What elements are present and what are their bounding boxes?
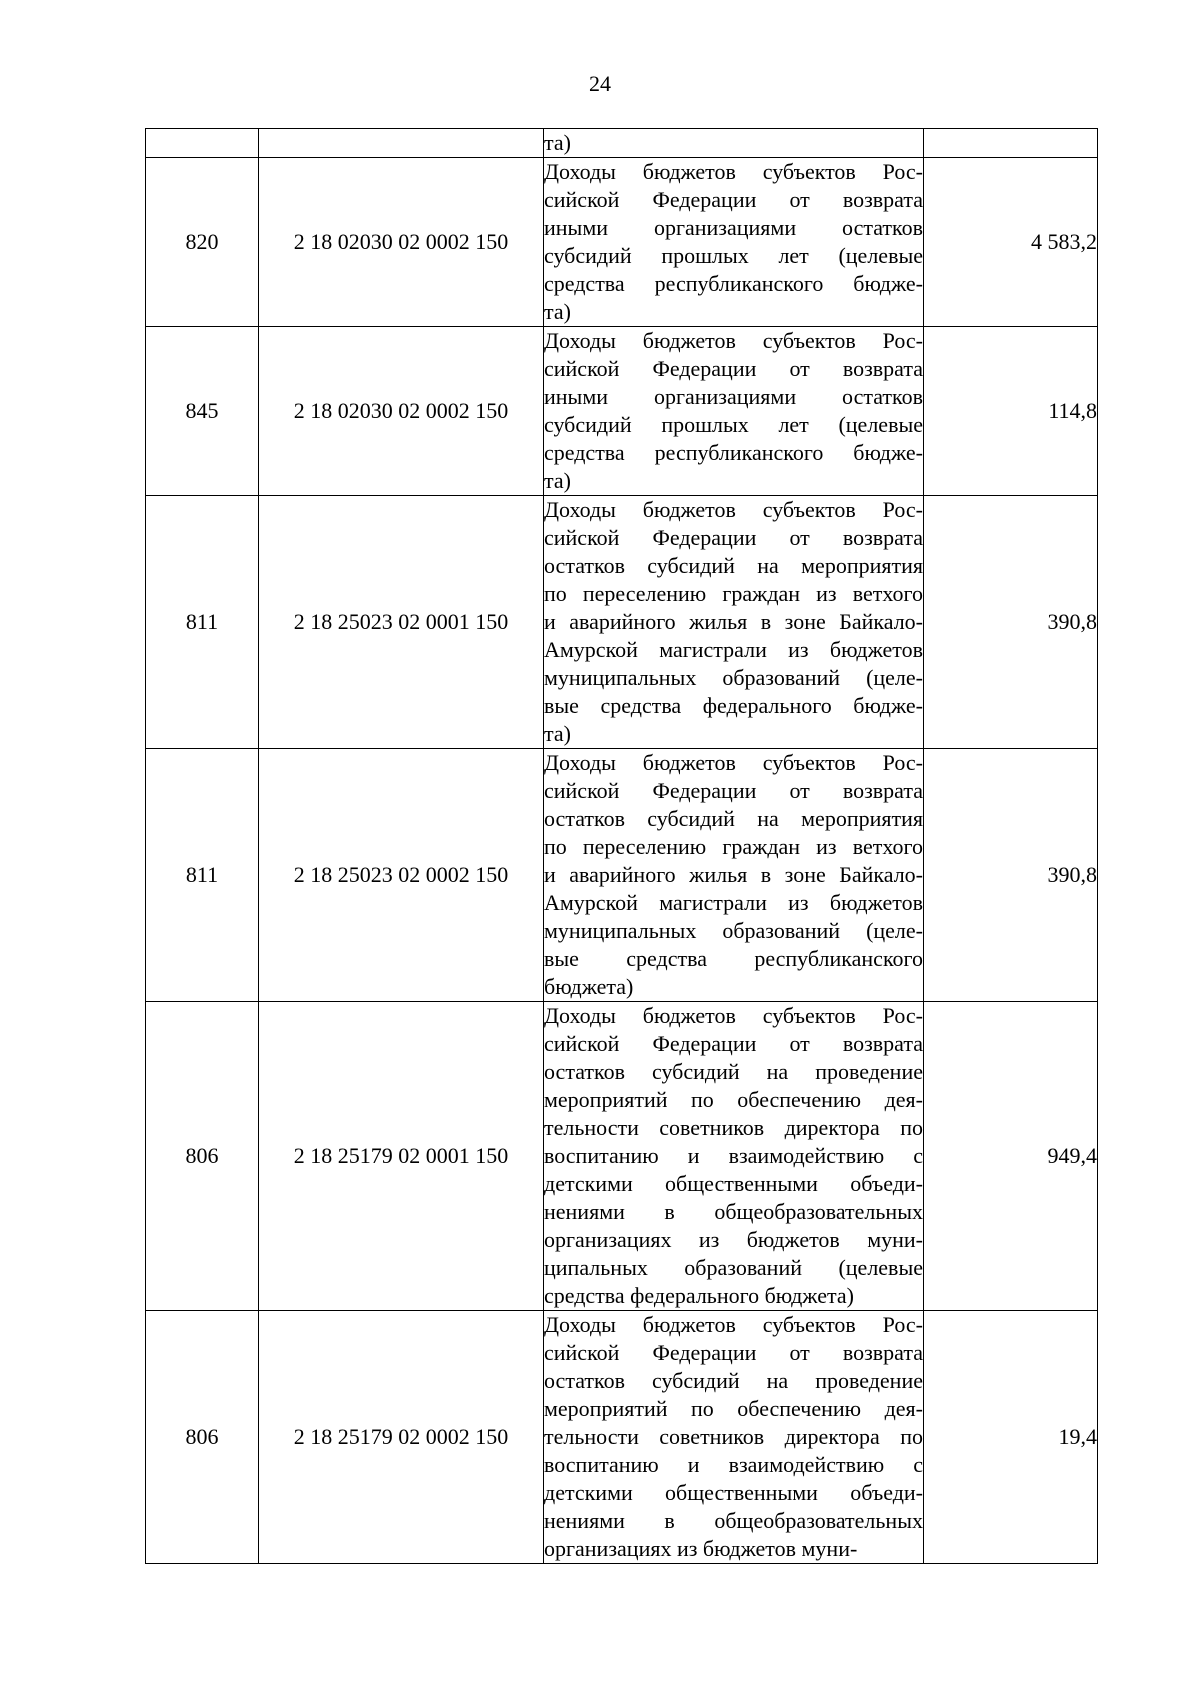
description-line: ципальных образований (целевые <box>544 1255 923 1280</box>
description-line: детскими общественными объеди- <box>544 1171 923 1196</box>
table-row <box>146 1311 1098 1564</box>
description-line: организациях из бюджетов муни- <box>544 1227 923 1252</box>
description-line: тельности советников директора по <box>544 1424 923 1449</box>
description-line: воспитанию и взаимодействию с <box>544 1452 923 1477</box>
description-line: Доходы бюджетов субъектов Рос- <box>544 1003 923 1028</box>
description-line: сийской Федерации от возврата <box>544 1340 923 1365</box>
description-line: нениями в общеобразовательных <box>544 1199 923 1224</box>
revenue-description-cell <box>544 129 924 158</box>
description-line: остатков субсидий на мероприятия <box>544 553 923 578</box>
description-line: Доходы бюджетов субъектов Рос- <box>544 750 923 775</box>
budget-classification-code-cell: 2 18 02030 02 0002 150 <box>259 158 544 327</box>
description-line: мероприятий по обеспечению дея- <box>544 1396 923 1421</box>
budget-classification-code-cell: 2 18 25179 02 0001 150 <box>259 1002 544 1311</box>
description-line: сийской Федерации от возврата <box>544 1031 923 1056</box>
description-line: и аварийного жилья в зоне Байкало- <box>544 609 923 634</box>
description-line: иными организациями остатков <box>544 215 923 240</box>
description-line: остатков субсидий на проведение <box>544 1059 923 1084</box>
budget-classification-code-cell: 2 18 25023 02 0001 150 <box>259 496 544 749</box>
description-line: субсидий прошлых лет (целевые <box>544 412 923 437</box>
description-line: иными организациями остатков <box>544 384 923 409</box>
description-line: средства республиканского бюдже- <box>544 440 923 465</box>
amount-cell: 390,8 <box>924 496 1098 749</box>
amount-cell: 114,8 <box>924 327 1098 496</box>
table-body <box>146 129 1098 1564</box>
description-line: тельности советников директора по <box>544 1115 923 1140</box>
budget-classification-code-cell: 2 18 25179 02 0002 150 <box>259 1311 544 1564</box>
revenue-description-cell <box>544 1311 924 1564</box>
description-line: сийской Федерации от возврата <box>544 525 923 550</box>
revenue-description-cell <box>544 327 924 496</box>
description-line: нениями в общеобразовательных <box>544 1508 923 1533</box>
description-line: та) <box>544 130 571 155</box>
amount-cell: 4 583,2 <box>924 158 1098 327</box>
description-line: Доходы бюджетов субъектов Рос- <box>544 497 923 522</box>
amount-cell <box>924 129 1098 158</box>
amount-cell: 949,4 <box>924 1002 1098 1311</box>
description-line: сийской Федерации от возврата <box>544 187 923 212</box>
page-number: 24 <box>589 71 611 96</box>
description-line: и аварийного жилья в зоне Байкало- <box>544 862 923 887</box>
revenue-description-cell <box>544 1002 924 1311</box>
description-line: та) <box>544 721 571 746</box>
description-line: субсидий прошлых лет (целевые <box>544 243 923 268</box>
table-row <box>146 1002 1098 1311</box>
description-line: та) <box>544 468 571 493</box>
revenue-description-cell <box>544 496 924 749</box>
description-line: муниципальных образований (целе- <box>544 665 923 690</box>
description-line: по переселению граждан из ветхого <box>544 581 923 606</box>
description-line: Амурской магистрали из бюджетов <box>544 890 923 915</box>
amount-cell: 19,4 <box>924 1311 1098 1564</box>
description-line: муниципальных образований (целе- <box>544 918 923 943</box>
description-line: Амурской магистрали из бюджетов <box>544 637 923 662</box>
table-row <box>146 496 1098 749</box>
description-line: сийской Федерации от возврата <box>544 356 923 381</box>
budget-classification-code-cell: 2 18 25023 02 0002 150 <box>259 749 544 1002</box>
table-row <box>146 749 1098 1002</box>
description-line: воспитанию и взаимодействию с <box>544 1143 923 1168</box>
table-row <box>146 327 1098 496</box>
table-row <box>146 158 1098 327</box>
description-line: вые средства республиканского <box>544 946 923 971</box>
description-line: Доходы бюджетов субъектов Рос- <box>544 159 923 184</box>
revenue-description-cell <box>544 158 924 327</box>
description-line: мероприятий по обеспечению дея- <box>544 1087 923 1112</box>
admin-code-cell: 811 <box>146 496 259 749</box>
description-line: Доходы бюджетов субъектов Рос- <box>544 328 923 353</box>
budget-revenue-table <box>145 128 1098 1564</box>
admin-code-cell: 811 <box>146 749 259 1002</box>
admin-code-cell: 806 <box>146 1002 259 1311</box>
admin-code-cell: 820 <box>146 158 259 327</box>
description-line: организациях из бюджетов муни- <box>544 1536 858 1561</box>
description-line: средства федерального бюджета) <box>544 1283 854 1308</box>
admin-code-cell: 845 <box>146 327 259 496</box>
description-line: вые средства федерального бюдже- <box>544 693 923 718</box>
admin-code-cell <box>146 129 259 158</box>
description-line: детскими общественными объеди- <box>544 1480 923 1505</box>
description-line: бюджета) <box>544 974 634 999</box>
description-line: средства республиканского бюдже- <box>544 271 923 296</box>
description-line: сийской Федерации от возврата <box>544 778 923 803</box>
table-row <box>146 129 1098 158</box>
amount-cell: 390,8 <box>924 749 1098 1002</box>
description-line: та) <box>544 299 571 324</box>
description-line: по переселению граждан из ветхого <box>544 834 923 859</box>
description-line: остатков субсидий на мероприятия <box>544 806 923 831</box>
revenue-description-cell <box>544 749 924 1002</box>
description-line: остатков субсидий на проведение <box>544 1368 923 1393</box>
admin-code-cell: 806 <box>146 1311 259 1564</box>
budget-classification-code-cell <box>259 129 544 158</box>
description-line: Доходы бюджетов субъектов Рос- <box>544 1312 923 1337</box>
budget-classification-code-cell: 2 18 02030 02 0002 150 <box>259 327 544 496</box>
